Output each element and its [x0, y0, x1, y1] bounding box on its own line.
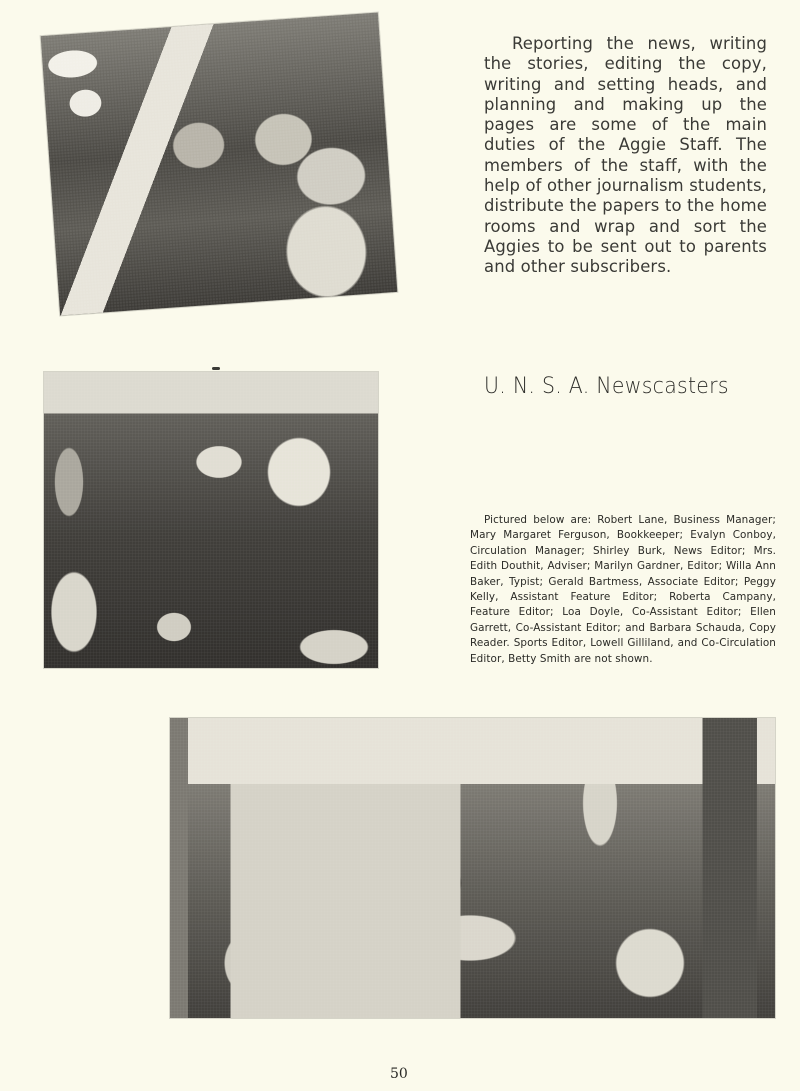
photo-print-shop	[41, 13, 398, 316]
intro-paragraph: Reporting the news, writing the stories, editing the copy, writing and setting heads, and planning and making up the pages are some of the main duties of the Aggie Staff. The members of the staff, with the help of other journalism students, distribute the papers to the home rooms and wrap and sort the Aggies to be sent out to parents and other subscribers.	[484, 34, 767, 277]
staff-caption: Pictured below are: Robert Lane, Business Manager; Mary Margaret Ferguson, Bookkeeper; Evalyn Conboy, Circulation Manager; Shirley Burk, News Editor; Mrs. Edith Douthit, Adviser; Marilyn Gardner, Editor; Willa Ann Baker, Typist; Gerald Bartmess, Associate Editor; Peggy Kelly, Assistant Feature Editor; Roberta Campany, Feature Editor; Loa Doyle, Co-Assistant Editor; Ellen Garrett, Co-Assistant Editor; and Barbara Schauda, Copy Reader. Sports Editor, Lowell Gilliland, and Co-Circulation Editor, Betty Smith are not shown.	[470, 514, 776, 665]
page-number: 50	[390, 1066, 408, 1082]
photo-staff-group	[170, 718, 775, 1018]
photo-wrapping-papers	[44, 372, 378, 668]
section-title: U. N. S. A. Newscasters	[484, 374, 729, 399]
print-speck	[212, 367, 220, 370]
